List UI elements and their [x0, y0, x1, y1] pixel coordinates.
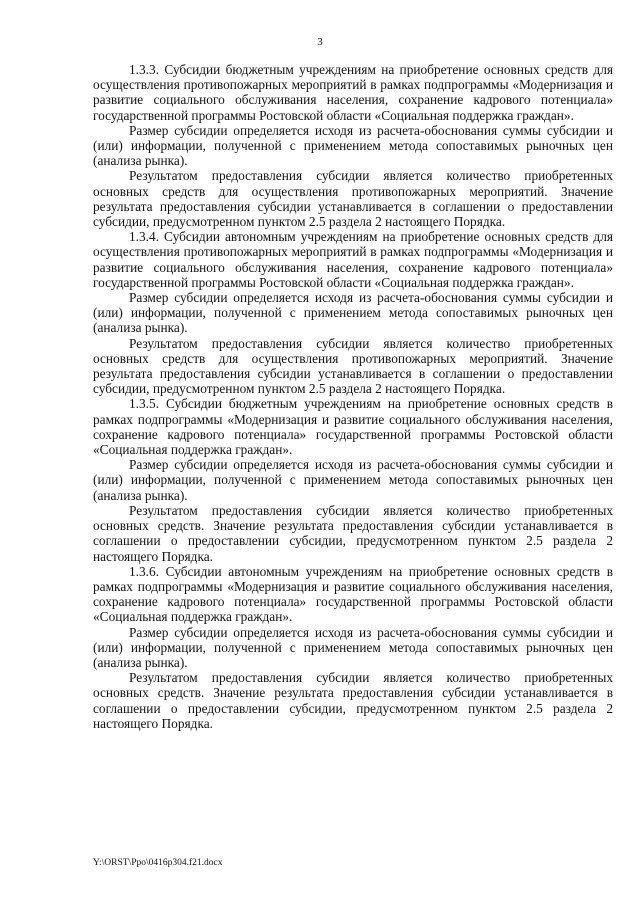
- paragraph-subsidy-result: Результатом предоставления субсидии является количество приобретенных основных средств. Значение результата предоставления субсидии устанавливается в соглашении о предоставлении субсидии, предусмотренном пунктом 2.5 раздела 2 настоящего Порядка.: [93, 670, 613, 731]
- file-path-footer: Y:\ORST\Ppo\0416p304.f21.docx: [93, 858, 223, 868]
- paragraph-subsidy-result: Результатом предоставления субсидии является количество приобретенных основных средств для осуществления противопожарных мероприятий. Значение результата предоставления субсидии устанавливается в соглашении о предоставлении субсидии, предусмотренном пунктом 2.5 раздела 2 настоящего Порядка.: [93, 335, 613, 397]
- paragraph-1-3-5: 1.3.5. Субсидии бюджетным учреждениям на приобретение основных средств в рамках подпрограммы «Модернизация и развитие социального обслуживания населения, сохранение кадрового потенциала» государственной программы Ростовской области «Социальная поддержка граждан».: [93, 396, 613, 458]
- document-body: [93, 62, 613, 731]
- paragraph-subsidy-size: Размер субсидии определяется исходя из расчета-обоснования суммы субсидии и (или) информации, полученной с применением метода сопоставимых рыночных цен (анализа рынка).: [93, 122, 613, 169]
- page-number: 3: [317, 36, 323, 48]
- paragraph-subsidy-result: Результатом предоставления субсидии является количество приобретенных основных средств для осуществления противопожарных мероприятий. Значение результата предоставления субсидии устанавливается в соглашении о предоставлении субсидии, предусмотренном пунктом 2.5 раздела 2 настоящего Порядка.: [93, 168, 613, 230]
- paragraph-subsidy-size: Размер субсидии определяется исходя из расчета-обоснования суммы субсидии и (или) информации, полученной с применением метода сопоставимых рыночных цен (анализа рынка).: [93, 624, 613, 670]
- paragraph-1-3-6: 1.3.6. Субсидии автономным учреждениям на приобретение основных средств в рамках подпрограммы «Модернизация и развитие социального обслуживания населения, сохранение кадрового потенциала» государственной программы Ростовской области «Социальная поддержка граждан».: [93, 563, 613, 625]
- paragraph-subsidy-size: Размер субсидии определяется исходя из расчета-обоснования суммы субсидии и (или) информации, полученной с применением метода сопоставимых рыночных цен (анализа рынка).: [93, 457, 613, 503]
- paragraph-1-3-3: 1.3.3. Субсидии бюджетным учреждениям на приобретение основных средств для осуществления противопожарных мероприятий в рамках подпрограммы «Модернизация и развитие социального обслуживания населения, сохранение кадрового потенциала» государственной программы Ростовской области «Социальная поддержка граждан».: [93, 62, 613, 123]
- paragraph-subsidy-result: Результатом предоставления субсидии является количество приобретенных основных средств. Значение результата предоставления субсидии устанавливается в соглашении о предоставлении субсидии, предусмотренном пунктом 2.5 раздела 2 настоящего Порядка.: [93, 502, 613, 564]
- paragraph-1-3-4: 1.3.4. Субсидии автономным учреждениям на приобретение основных средств для осуществления противопожарных мероприятий в рамках подпрограммы «Модернизация и развитие социального обслуживания населения, сохранение кадрового потенциала» государственной программы Ростовской области «Социальная поддержка граждан».: [93, 229, 613, 290]
- paragraph-subsidy-size: Размер субсидии определяется исходя из расчета-обоснования суммы субсидии и (или) информации, полученной с применением метода сопоставимых рыночных цен (анализа рынка).: [93, 290, 613, 336]
